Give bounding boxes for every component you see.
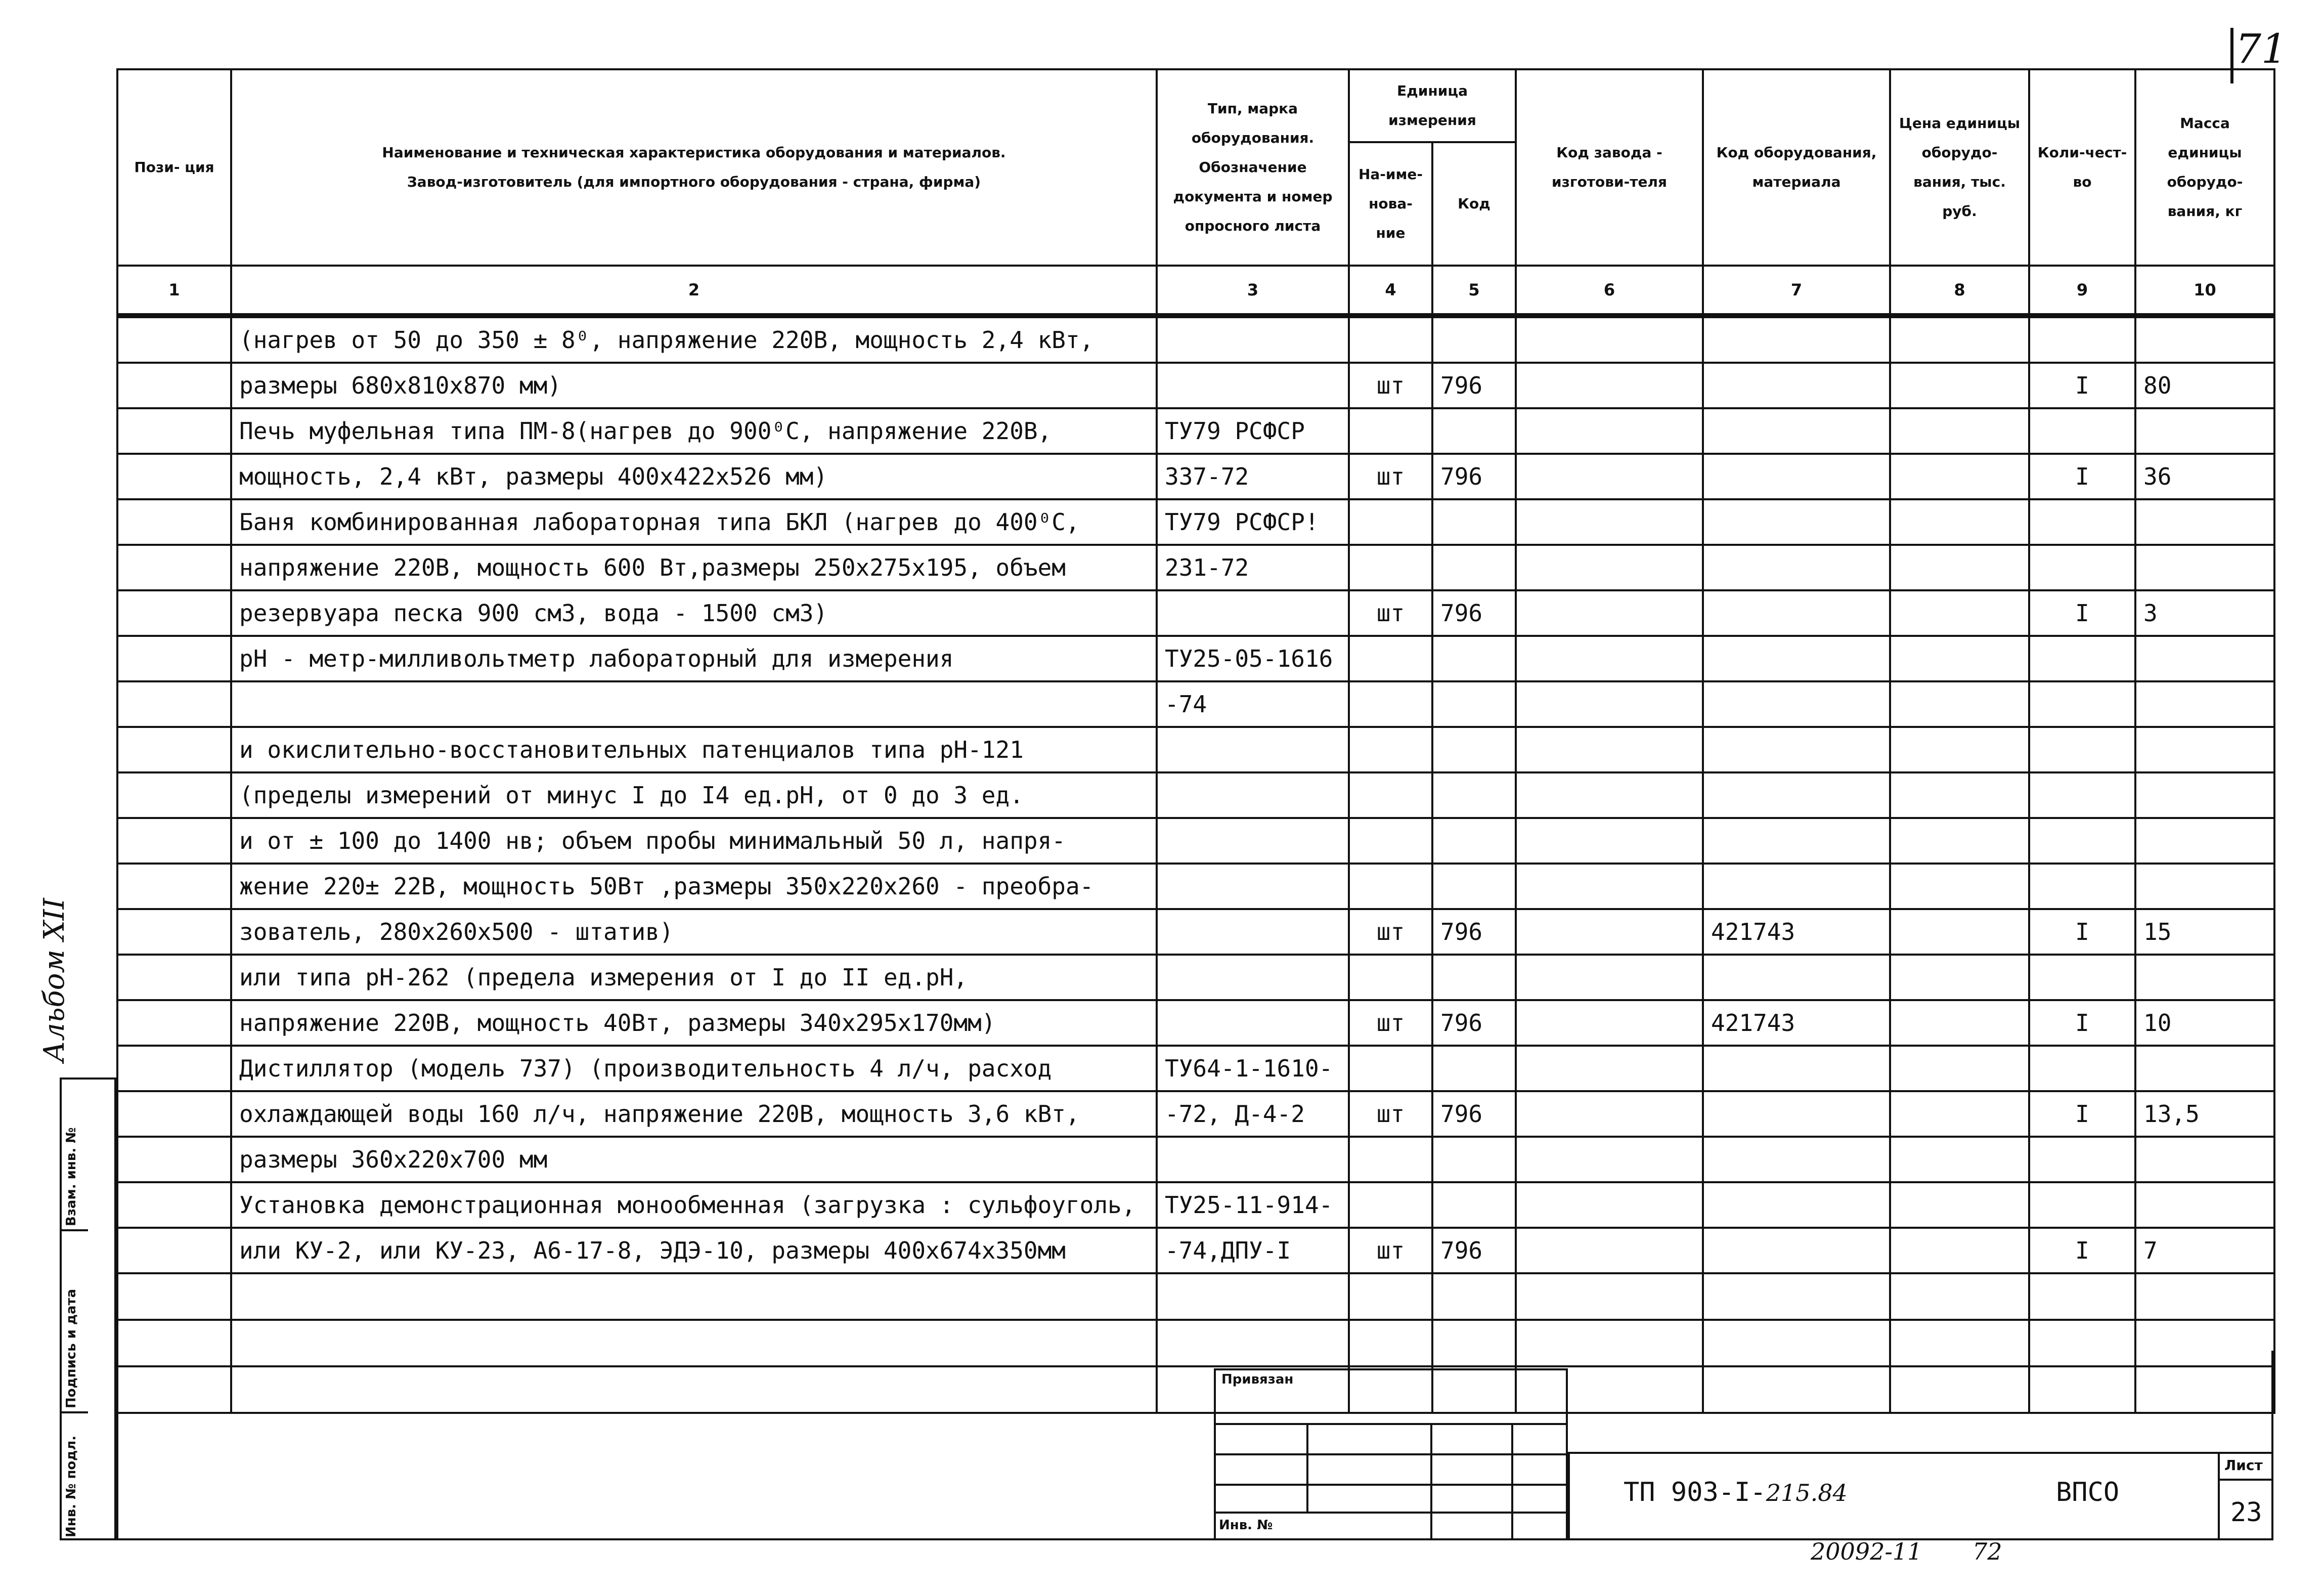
header-name-line1: Наименование и техническая характеристика оборудования и материалов. (382, 144, 1006, 161)
cell-unit-code (1432, 1137, 1516, 1182)
cell-mass: 13,5 (2135, 1091, 2274, 1137)
cell-plant-code (1516, 955, 1703, 1000)
cell-name: (пределы измерений от минус I до I4 ед.рН, от 0 до 3 ед. (231, 772, 1157, 818)
cell-type (1157, 727, 1349, 772)
cell-unit (1349, 818, 1432, 864)
cell-position (117, 1091, 231, 1137)
margin-cell-vzam (62, 1080, 88, 1231)
cell-mass: 36 (2135, 454, 2274, 499)
cell-price (1890, 363, 2029, 408)
cell-plant-code (1516, 1046, 1703, 1091)
cell-type (1157, 772, 1349, 818)
sheet-number: 71 (2235, 25, 2287, 72)
cell-position (117, 636, 231, 681)
cell-unit-code (1432, 864, 1516, 909)
cell-type (1157, 1137, 1349, 1182)
privyazan-label: Привязан (1221, 1372, 1294, 1387)
cell-equipment-code (1703, 727, 1890, 772)
sheet-page-number: 23 (2230, 1497, 2262, 1528)
document-code-printed: ТП 903-I- (1624, 1477, 1766, 1507)
table-row (117, 1091, 2274, 1137)
cell-quantity: I (2029, 590, 2135, 636)
column-number: 2 (231, 266, 1157, 316)
cell-equipment-code (1703, 818, 1890, 864)
cell-mass (2135, 545, 2274, 590)
cell-mass: 3 (2135, 590, 2274, 636)
cell-mass (2135, 1137, 2274, 1182)
cell-price (1890, 590, 2029, 636)
cell-unit: шт (1349, 363, 1432, 408)
cell-mass (2135, 636, 2274, 681)
document-type: ВПСО (2056, 1477, 2120, 1507)
cell-name: размеры 680х810х870 мм) (231, 363, 1157, 408)
cell-type: ТУ64-1-1610- (1157, 1046, 1349, 1091)
cell-unit-code (1432, 316, 1516, 363)
cell-plant-code (1516, 681, 1703, 727)
table-row (117, 818, 2274, 864)
cell-plant-code (1516, 454, 1703, 499)
header-unit-code: Код (1432, 142, 1516, 266)
cell-unit (1349, 727, 1432, 772)
cell-price (1890, 955, 2029, 1000)
cell-price (1890, 1182, 2029, 1228)
cell-unit-code: 796 (1432, 363, 1516, 408)
table-row (117, 363, 2274, 408)
column-number: 7 (1703, 266, 1890, 316)
cell-unit: шт (1349, 1228, 1432, 1273)
margin-inv-label: Инв. № подл. (64, 1435, 79, 1537)
cell-mass: 10 (2135, 1000, 2274, 1046)
cell-position (117, 1228, 231, 1273)
cell-plant-code (1516, 1137, 1703, 1182)
cell-price (1890, 681, 2029, 727)
cell-plant-code (1516, 1182, 1703, 1228)
cell-equipment-code (1703, 454, 1890, 499)
cell-plant-code (1516, 545, 1703, 590)
cell-quantity (2029, 727, 2135, 772)
cell-name: охлаждающей воды 160 л/ч, напряжение 220В, мощность 3,6 кВт, (231, 1091, 1157, 1137)
cell-price (1890, 727, 2029, 772)
cell-empty (117, 1273, 231, 1320)
header-name (231, 69, 1157, 266)
cell-type: 337-72 (1157, 454, 1349, 499)
table-row (117, 955, 2274, 1000)
cell-name: резервуара песка 900 см3, вода - 1500 см3) (231, 590, 1157, 636)
cell-quantity: I (2029, 363, 2135, 408)
cell-equipment-code: 421743 (1703, 909, 1890, 955)
cell-position (117, 681, 231, 727)
header-quantity: Коли-чест-во (2029, 69, 2135, 266)
cell-unit-code (1432, 499, 1516, 545)
cell-quantity (2029, 316, 2135, 363)
cell-equipment-code (1703, 1228, 1890, 1273)
header-price: Цена единицы оборудо-вания, тыс. руб. (1890, 69, 2029, 266)
cell-quantity (2029, 408, 2135, 454)
table-row (117, 864, 2274, 909)
column-number: 8 (1890, 266, 2029, 316)
table-row (117, 1137, 2274, 1182)
cell-name (231, 681, 1157, 727)
cell-position (117, 316, 231, 363)
cell-unit-code (1432, 408, 1516, 454)
cell-type (1157, 909, 1349, 955)
table-row (117, 772, 2274, 818)
table-row (117, 1000, 2274, 1046)
header-mass: Масса единицы оборудо-вания, кг (2135, 69, 2274, 266)
cell-type (1157, 363, 1349, 408)
cell-mass (2135, 772, 2274, 818)
cell-unit-code (1432, 1182, 1516, 1228)
cell-position (117, 454, 231, 499)
cell-unit (1349, 772, 1432, 818)
cell-position (117, 1000, 231, 1046)
cell-position (117, 1046, 231, 1091)
cell-unit: шт (1349, 1091, 1432, 1137)
cell-unit-code (1432, 1046, 1516, 1091)
table-row (117, 545, 2274, 590)
cell-unit (1349, 955, 1432, 1000)
footer-page-number: 72 (1972, 1538, 2002, 1565)
table-row (117, 636, 2274, 681)
cell-quantity (2029, 1137, 2135, 1182)
table-row (117, 408, 2274, 454)
table-row (117, 909, 2274, 955)
footer-archive-number: 20092-11 (1811, 1538, 1922, 1565)
cell-empty (1516, 1273, 1703, 1320)
cell-unit-code (1432, 636, 1516, 681)
cell-type: ТУ25-05-1616 (1157, 636, 1349, 681)
cell-type: ТУ79 РСФСР! (1157, 499, 1349, 545)
column-number: 5 (1432, 266, 1516, 316)
table-row (117, 727, 2274, 772)
cell-plant-code (1516, 590, 1703, 636)
cell-price (1890, 818, 2029, 864)
cell-equipment-code (1703, 316, 1890, 363)
cell-type (1157, 955, 1349, 1000)
cell-type: ТУ25-11-914- (1157, 1182, 1349, 1228)
cell-plant-code (1516, 1228, 1703, 1273)
cell-price (1890, 909, 2029, 955)
cell-name: Установка демонстрационная монообменная (загрузка : сульфоуголь, (231, 1182, 1157, 1228)
cell-equipment-code (1703, 1091, 1890, 1137)
cell-plant-code (1516, 1091, 1703, 1137)
cell-mass (2135, 316, 2274, 363)
cell-unit-code: 796 (1432, 1228, 1516, 1273)
cell-name: мощность, 2,4 кВт, размеры 400х422х526 мм) (231, 454, 1157, 499)
cell-unit (1349, 545, 1432, 590)
album-label: Альбом XII (38, 898, 71, 1062)
cell-quantity (2029, 545, 2135, 590)
cell-equipment-code (1703, 499, 1890, 545)
table-row (117, 454, 2274, 499)
cell-equipment-code (1703, 363, 1890, 408)
cell-unit (1349, 636, 1432, 681)
table-row (117, 1182, 2274, 1228)
cell-unit (1349, 408, 1432, 454)
cell-position (117, 499, 231, 545)
cell-equipment-code (1703, 636, 1890, 681)
column-number: 6 (1516, 266, 1703, 316)
cell-position (117, 1182, 231, 1228)
table-row (117, 681, 2274, 727)
cell-type: 231-72 (1157, 545, 1349, 590)
cell-equipment-code: 421743 (1703, 1000, 1890, 1046)
header-equipment-code: Код оборудования, материала (1703, 69, 1890, 266)
column-number: 4 (1349, 266, 1432, 316)
header-position: Пози- ция (117, 69, 231, 266)
sheet-label: Лист (2224, 1457, 2263, 1474)
cell-equipment-code (1703, 772, 1890, 818)
table-row (117, 1228, 2274, 1273)
cell-unit (1349, 681, 1432, 727)
privyazan-grid (1214, 1368, 1568, 1540)
cell-unit-code (1432, 727, 1516, 772)
cell-quantity: I (2029, 909, 2135, 955)
cell-type: -74,ДПУ-I (1157, 1228, 1349, 1273)
cell-unit (1349, 1137, 1432, 1182)
cell-type (1157, 316, 1349, 363)
cell-position (117, 408, 231, 454)
cell-position (117, 955, 231, 1000)
cell-unit-code (1432, 545, 1516, 590)
cell-type (1157, 864, 1349, 909)
cell-quantity (2029, 955, 2135, 1000)
document-code (1624, 1477, 1848, 1507)
cell-equipment-code (1703, 545, 1890, 590)
column-number: 10 (2135, 266, 2274, 316)
cell-name: Печь муфельная типа ПМ-8(нагрев до 900⁰С, напряжение 220В, (231, 408, 1157, 454)
cell-unit-code (1432, 955, 1516, 1000)
cell-mass (2135, 955, 2274, 1000)
cell-equipment-code (1703, 1182, 1890, 1228)
inv-no-label: Инв. № (1219, 1518, 1273, 1533)
cell-empty (1349, 1273, 1432, 1320)
cell-price (1890, 499, 2029, 545)
cell-unit: шт (1349, 590, 1432, 636)
cell-equipment-code (1703, 590, 1890, 636)
cell-mass (2135, 864, 2274, 909)
cell-position (117, 727, 231, 772)
cell-mass (2135, 681, 2274, 727)
cell-unit-code: 796 (1432, 909, 1516, 955)
margin-stamp (60, 1077, 116, 1540)
cell-position (117, 590, 231, 636)
cell-price (1890, 772, 2029, 818)
cell-type (1157, 1000, 1349, 1046)
cell-name: и от ± 100 до 1400 нв; объем пробы минимальный 50 л, напря- (231, 818, 1157, 864)
cell-unit-code: 796 (1432, 1091, 1516, 1137)
cell-empty (1703, 1273, 1890, 1320)
cell-plant-code (1516, 909, 1703, 955)
cell-quantity (2029, 1182, 2135, 1228)
cell-price (1890, 1137, 2029, 1182)
cell-name: Баня комбинированная лабораторная типа БКЛ (нагрев до 400⁰С, (231, 499, 1157, 545)
cell-mass (2135, 818, 2274, 864)
column-number: 3 (1157, 266, 1349, 316)
cell-unit: шт (1349, 1000, 1432, 1046)
cell-plant-code (1516, 818, 1703, 864)
cell-quantity: I (2029, 1228, 2135, 1273)
cell-unit-code: 796 (1432, 1000, 1516, 1046)
specification-table (116, 68, 2275, 1414)
cell-plant-code (1516, 363, 1703, 408)
cell-position (117, 818, 231, 864)
cell-quantity (2029, 864, 2135, 909)
cell-name: или КУ-2, или КУ-23, А6-17-8, ЭДЭ-10, размеры 400х674х350мм (231, 1228, 1157, 1273)
cell-plant-code (1516, 772, 1703, 818)
cell-unit-code: 796 (1432, 454, 1516, 499)
cell-type (1157, 818, 1349, 864)
header-plant-code: Код завода - изготови-теля (1516, 69, 1703, 266)
cell-price (1890, 408, 2029, 454)
cell-quantity: I (2029, 1000, 2135, 1046)
header-name-line2: Завод-изготовитель (для импортного оборудования - страна, фирма) (407, 174, 981, 190)
header-unit-name: На-име-нова-ние (1349, 142, 1432, 266)
cell-type: ТУ79 РСФСР (1157, 408, 1349, 454)
privyazan-box (1214, 1368, 1568, 1540)
cell-unit-code (1432, 818, 1516, 864)
cell-position (117, 864, 231, 909)
margin-cell-inv (62, 1413, 88, 1540)
cell-unit-code: 796 (1432, 590, 1516, 636)
column-number: 1 (117, 266, 231, 316)
cell-position (117, 909, 231, 955)
cell-equipment-code (1703, 681, 1890, 727)
cell-plant-code (1516, 1000, 1703, 1046)
cell-position (117, 363, 231, 408)
cell-plant-code (1516, 864, 1703, 909)
cell-name: зователь, 280х260х500 - штатив) (231, 909, 1157, 955)
cell-price (1890, 545, 2029, 590)
table-body (117, 316, 2274, 1413)
cell-price (1890, 1046, 2029, 1091)
cell-empty (1890, 1273, 2029, 1320)
cell-quantity (2029, 499, 2135, 545)
table-row (117, 316, 2274, 363)
cell-unit-code (1432, 772, 1516, 818)
cell-empty (1432, 1273, 1516, 1320)
cell-unit (1349, 499, 1432, 545)
cell-plant-code (1516, 499, 1703, 545)
cell-type: -72, Д-4-2 (1157, 1091, 1349, 1137)
cell-equipment-code (1703, 955, 1890, 1000)
cell-name: (нагрев от 50 до 350 ± 8⁰, напряжение 220В, мощность 2,4 кВт, (231, 316, 1157, 363)
column-number: 9 (2029, 266, 2135, 316)
cell-name: жение 220± 22В, мощность 50Вт ,размеры 350х220х260 - преобра- (231, 864, 1157, 909)
margin-podpis-label: Подпись и дата (64, 1288, 79, 1408)
cell-price (1890, 864, 2029, 909)
cell-empty (2135, 1273, 2274, 1320)
cell-quantity (2029, 1046, 2135, 1091)
cell-mass (2135, 727, 2274, 772)
cell-name: и окислительно-восстановительных патенциалов типа рН-121 (231, 727, 1157, 772)
cell-mass: 7 (2135, 1228, 2274, 1273)
cell-equipment-code (1703, 1137, 1890, 1182)
margin-cell-podpis (62, 1231, 88, 1413)
cell-equipment-code (1703, 864, 1890, 909)
cell-equipment-code (1703, 408, 1890, 454)
margin-vzam-label: Взам. инв. № (64, 1127, 79, 1226)
cell-mass (2135, 1046, 2274, 1091)
cell-unit (1349, 864, 1432, 909)
cell-mass (2135, 408, 2274, 454)
cell-position (117, 1137, 231, 1182)
cell-quantity (2029, 636, 2135, 681)
cell-position (117, 772, 231, 818)
table-row (117, 590, 2274, 636)
cell-position (117, 545, 231, 590)
cell-empty (1157, 1273, 1349, 1320)
cell-name: рН - метр-милливольтметр лабораторный для измерения (231, 636, 1157, 681)
cell-name: напряжение 220В, мощность 600 Вт,размеры 250х275х195, объем (231, 545, 1157, 590)
cell-price (1890, 1000, 2029, 1046)
cell-price (1890, 1091, 2029, 1137)
cell-name: напряжение 220В, мощность 40Вт, размеры 340х295х170мм) (231, 1000, 1157, 1046)
cell-plant-code (1516, 408, 1703, 454)
cell-quantity: I (2029, 1091, 2135, 1137)
cell-quantity (2029, 772, 2135, 818)
header-unit-group: Единица измерения (1349, 69, 1516, 142)
cell-unit: шт (1349, 454, 1432, 499)
cell-mass: 80 (2135, 363, 2274, 408)
cell-name: Дистиллятор (модель 737) (производительность 4 л/ч, расход (231, 1046, 1157, 1091)
table-row (117, 1046, 2274, 1091)
cell-equipment-code (1703, 1046, 1890, 1091)
table-row-empty (117, 1273, 2274, 1320)
cell-mass (2135, 499, 2274, 545)
cell-plant-code (1516, 316, 1703, 363)
cell-plant-code (1516, 636, 1703, 681)
cell-unit (1349, 316, 1432, 363)
cell-price (1890, 316, 2029, 363)
table-row (117, 499, 2274, 545)
header-type: Тип, марка оборудования. Обозначение документа и номер опросного листа (1157, 69, 1349, 266)
cell-quantity (2029, 681, 2135, 727)
cell-price (1890, 636, 2029, 681)
cell-quantity: I (2029, 454, 2135, 499)
cell-empty (231, 1273, 1157, 1320)
cell-price (1890, 454, 2029, 499)
cell-type (1157, 590, 1349, 636)
cell-name: или типа рН-262 (предела измерения от I до II ед.рН, (231, 955, 1157, 1000)
cell-unit-code (1432, 681, 1516, 727)
cell-name: размеры 360х220х700 мм (231, 1137, 1157, 1182)
cell-empty (2029, 1273, 2135, 1320)
document-code-handwritten: 215.84 (1766, 1479, 1848, 1506)
cell-unit: шт (1349, 909, 1432, 955)
cell-plant-code (1516, 727, 1703, 772)
cell-price (1890, 1228, 2029, 1273)
cell-type: -74 (1157, 681, 1349, 727)
cell-mass (2135, 1182, 2274, 1228)
cell-mass: 15 (2135, 909, 2274, 955)
cell-quantity (2029, 818, 2135, 864)
cell-unit (1349, 1046, 1432, 1091)
cell-unit (1349, 1182, 1432, 1228)
